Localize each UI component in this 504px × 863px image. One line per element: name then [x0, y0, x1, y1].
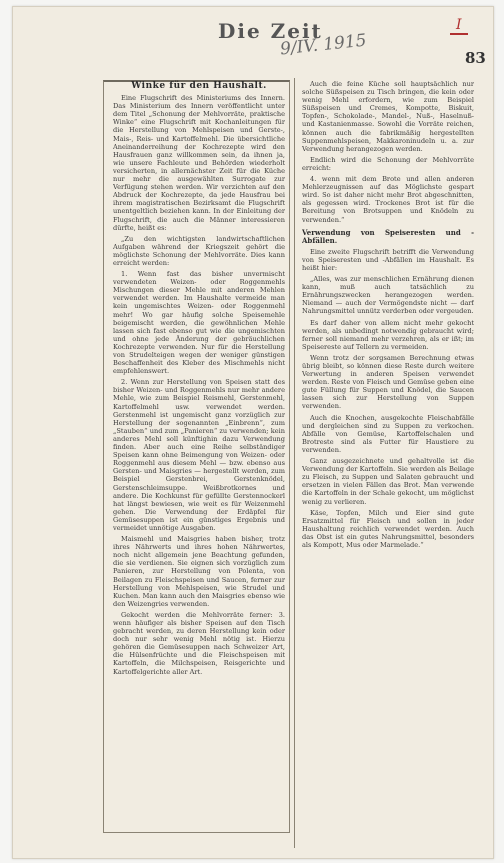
paragraph: Maismehl und Maisgries haben bisher, trotz ihres Nährwerts und ihres hohen Nährwertes, noch nicht allgemein jene Beachtung gefunden, die sie verdienen. Sie eignen sich vorzüglich zum Panieren, zur Herstellung von Polenta, von Beilagen zu Fleischspeisen und Saucen, ferner zur Herstellung von Mehlspeisen, wie Strudel und Kuchen. Man kann auch den Maisgries ebenso wie den Weizengries verwenden. — [113, 535, 285, 608]
paragraph: Wenn trotz der sorgsamen Berechnung etwas übrig bleibt, so können diese Reste durch weitere Verwertung in anderen Speisen verwendet werden. Reste von Fleisch und Gemüse geben eine gute Füllung für Suppen und Knödel, die Saucen lassen sich zur Herstellung von Suppen verwenden. — [302, 353, 474, 411]
paragraph: Ganz ausgezeichnete und gehaltvolle ist die Verwendung der Kartoffeln. Sie werden als Beilage zu Fleisch, zu Suppen und Salaten gebraucht und ersetzen in vielen Fällen das Brot. Man verwende die Kartoffeln in der Schale gekocht, um möglichst wenig zu verlieren. — [302, 457, 474, 506]
page-number: 83 — [465, 49, 486, 67]
paragraph: Es darf daher von allem nicht mehr gekocht werden, als unbedingt notwendig gebraucht wird; ferner soll niemand mehr verzehren, als er ißt; im Speisereste auf Tellern zu vermeiden. — [302, 318, 474, 351]
left-paragraphs — [113, 94, 285, 676]
article-headline: Winke für den Haushalt. — [131, 81, 267, 91]
handwritten-marker: I — [450, 17, 468, 35]
paragraph: „Alles, was zur menschlichen Ernährung dienen kann, muß auch tatsächlich zu Ernährungszwecken herangezogen werden. Niemand — auch der Vermögendste nicht — darf Nahrungsmittel unnütz verderben oder vergeuden. — [302, 275, 474, 316]
right-column — [302, 80, 474, 835]
right-paragraphs-2 — [302, 248, 474, 549]
paragraph: 2. Wenn zur Herstellung von Speisen statt des bisher Weizen- und Roggenmehls nur mehr andere Mehle, wie zum Beispiel Reismehl, Gerstenmehl, Kartoffelmehl usw. verwendet werden. Gerstenmehl ist ungemischt ganz vorzüglich zur Herstellung der sogenannten „Einbrenn“, zum „Stauben“ und zum „Panieren“ zu verwenden; kein anderes Mehl soll künftighin dazu Verwendung finden. Aber auch eine Reihe selbständiger Speisen kann ohne Beimengung von Weizen- oder Roggenmehl aus diesem Mehl — bzw. ebenso aus Gersten- und Maisgries — hergestellt werden, zum Beispiel Gerstenbrei, Gerstenknödel, Gerstenschleimsuppe. Weißbrotkornes und andere. Die Kochkunst für gefüllte Gerstennockerl hat längst bewiesen, wie weit es für Weizenmehl gehen. Die Verwendung der Erdäpfel für Gemüsesuppen ist ein günstiges Ergebnis und vermeidet unnötige Ausgaben. — [113, 378, 285, 532]
paragraph: „Zu den wichtigsten landwirtschaftlichen Aufgaben während der Kriegszeit gehört die möglichste Schonung der Mehlvorräte. Dies kann erreicht werden: — [113, 234, 285, 267]
paragraph: Käse, Topfen, Milch und Eier sind gute Ersatzmittel für Fleisch und sollen in jeder Haushaltung reichlich verwendet werden. Auch das Obst ist ein gutes Nahrungsmittel, besonders als Kompott, Mus oder Marmelade.“ — [302, 508, 474, 549]
column-divider — [294, 78, 295, 848]
paragraph: 1. Wenn fast das bisher unvermischt verwendeten Weizen- oder Roggenmehls Mischungen dieser Mehle mit anderen Mehlen verwendet werden. Im Haushalte vermeide man kein ungemischtes Weizen- oder Roggenmehl mehr! Wo gar häufig solche Speisemehle beigemischt werden, die gewöhnlichen Mehle lassen sich fast ebenso gut wie die ungemischten und ohne jede Änderung der gebräuchlichen Kochrezepte verwenden. Nur für die Herstellung von Strudelteigen wegen der weniger günstigen Beschaffenheit des Kleber des Mischmehls nicht empfehlenswert. — [113, 270, 285, 376]
section-subhead: Verwendung von Speiseresten und -Abfällen. — [302, 227, 474, 245]
right-paragraphs — [302, 80, 474, 224]
paragraph: 4. wenn mit dem Brote und allen anderen Mehlerzeugnissen auf das Möglichste gespart wird. So ist daher nicht mehr Brot abgeschnitten, als gegessen wird. Trockenes Brot ist für die Bereitung von Brotsuppen und Knödeln zu verwenden.“ — [302, 175, 474, 224]
paragraph: Eine Flugschrift des Ministeriums des Innern. Das Ministerium des Innern veröffentlicht unter dem Titel „Schonung der Mehlvorräte, praktische Winke“ eine Flugschrift mit Kochanleitungen für die Herstellung von Mehlspeisen und Gerste-, Mais-, Reis- und Kartoffelmehl. Die übersichtliche Aneinanderreihung der Kochrezepte wird den Hausfrauen ganz willkommen sein, da ihnen ja, wie unsere Fachleute und Behörden wiederholt versicherten, in allernächster Zeit für die Küche nur mehr die ausgewählten Surrogate zur Verfügung stehen werden. Wir verzichten auf den Abdruck der Kochrezepte, da jede Hausfrau bei ihrem magistratischen Bezirksamt die Flugschrift unentgeltlich beziehen kann. In der Einleitung der Flugschrift, die auch die Männer interessieren dürfte, heißt es: — [113, 94, 285, 232]
paragraph: Auch die Knochen, ausgekochte Fleischabfälle und dergleichen sind zu Suppen zu verkochen. Abfälle von Gemüse, Kartoffelschalen und Brotreste sind als Futter für Haustiere zu verwenden. — [302, 413, 474, 454]
left-column — [113, 80, 285, 850]
paragraph: Auch die feine Küche soll hauptsächlich nur solche Süßspeisen zu Tisch bringen, die kein oder wenig Mehl erfordern, wie zum Beispiel Süßspeisen und Cremes, Kompotte, Biskuit, Topfen-, Schokolade-, Mandel-, Nuß-, Haselnuß- und Kastanienmasse. Sowohl die Vorräte reichen, können auch die fabrikmäßig hergestellten Suppenmehlspeisen, Makkaroninudeln u. a. zur Verwendung herangezogen werden. — [302, 80, 474, 153]
handwritten-date: 9/IV. 1915 — [279, 30, 368, 60]
masthead: Die Zeit — [218, 19, 323, 43]
paragraph: Endlich wird die Schonung der Mehlvorräte erreicht: — [302, 155, 474, 172]
paragraph: Gekocht werden die Mehlvorräte ferner: 3. wenn häufiger als bisher Speisen auf den Tisch gebracht werden, zu deren Herstellung kein oder doch nur sehr wenig Mehl nötig ist. Hierzu gehören die Gemüsesuppen nach Schweizer Art, die Hülsenfrüchte und die Fleischspeisen mit Kartoffeln, die Milchspeisen, Reisgerichte und Kartoffelgerichte aller Art. — [113, 610, 285, 676]
paragraph: Eine zweite Flugschrift betrifft die Verwendung von Speiseresten und -Abfällen im Haushalt. Es heißt hier: — [302, 247, 474, 272]
